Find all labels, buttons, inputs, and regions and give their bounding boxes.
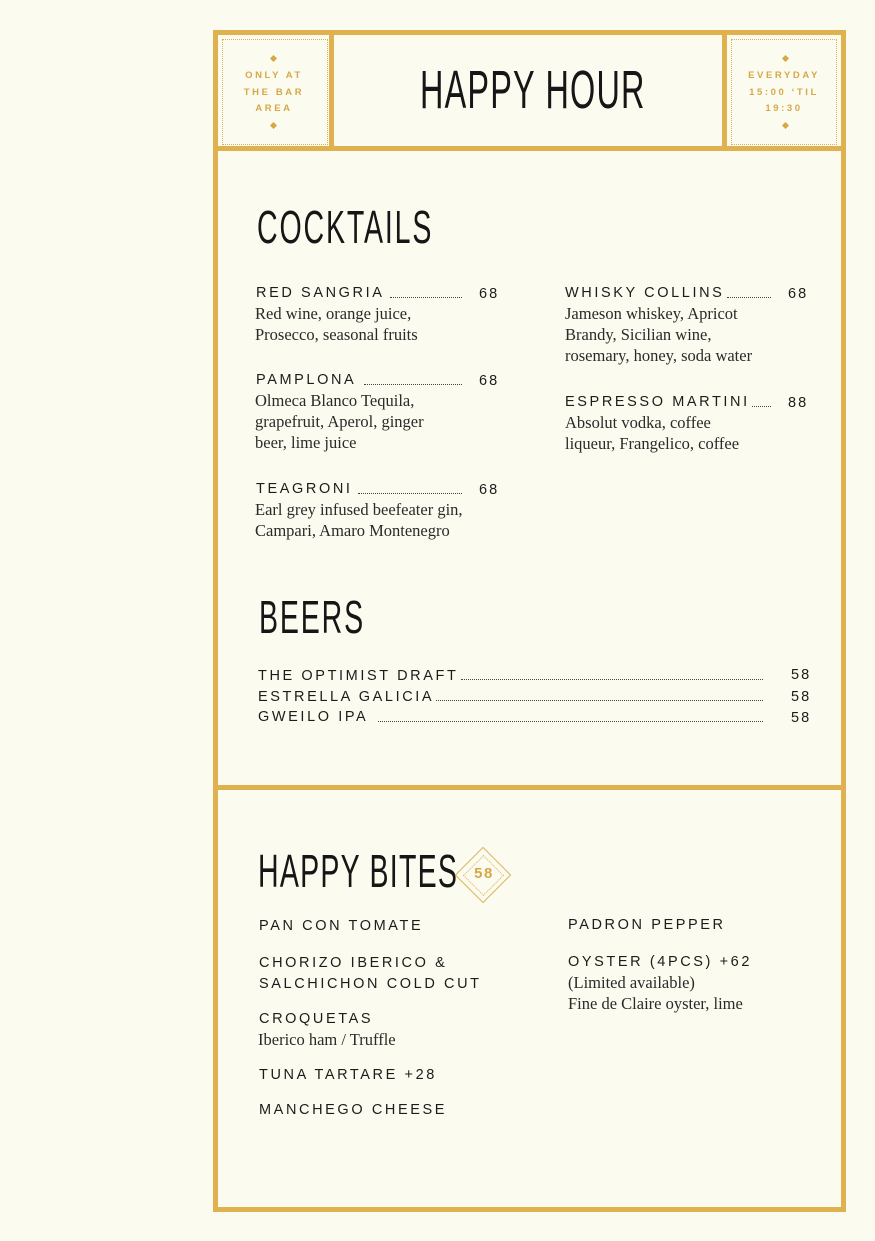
header-left-line-3: AREA (255, 103, 293, 114)
bite-name-line: CHORIZO IBERICO & (259, 955, 448, 971)
item-name: WHISKY COLLINS (565, 285, 725, 301)
beer-price: 58 (791, 710, 812, 726)
bite-description-line: Fine de Claire oyster, lime (568, 994, 743, 1013)
bite-name-line: SALCHICHON COLD CUT (259, 976, 482, 992)
item-description-line: Jameson whiskey, Apricot (565, 304, 738, 323)
bite-name: CROQUETAS (259, 1011, 374, 1027)
item-price: 88 (788, 395, 809, 411)
item-description-line: Prosecco, seasonal fruits (255, 325, 418, 344)
beer-name: ESTRELLA GALICIA (258, 689, 435, 705)
header-left-line-1: ONLY AT (245, 70, 303, 81)
badge-price: 58 (474, 865, 494, 882)
cocktails-title: COCKTAILS (257, 201, 434, 253)
header-left-line-2: THE BAR (243, 86, 305, 98)
item-description-line: Olmeca Blanco Tequila, (255, 391, 415, 410)
page-title: HAPPY HOUR (420, 60, 646, 120)
item-description-line: Campari, Amaro Montenegro (255, 521, 450, 540)
item-price: 68 (788, 286, 809, 302)
header-right-line-2: 15:00 ‘TIL (749, 86, 819, 98)
item-description-line: liqueur, Frangelico, coffee (565, 434, 740, 453)
bite-name: OYSTER (4PCS) +62 (568, 954, 753, 970)
bite-padron-pepper: PADRON PEPPER (568, 917, 726, 933)
item-description-line: Absolut vodka, coffee (565, 413, 711, 432)
item-description-line: grapefruit, Aperol, ginger (255, 412, 424, 431)
beers-title: BEERS (259, 591, 365, 643)
item-price: 68 (479, 373, 500, 389)
bite-description: Iberico ham / Truffle (258, 1030, 396, 1049)
item-name: RED SANGRIA (256, 285, 385, 301)
item-description-line: Earl grey infused beefeater gin, (255, 500, 463, 519)
beer-name: THE OPTIMIST DRAFT (258, 668, 459, 684)
beer-price: 58 (791, 667, 812, 683)
beer-price: 58 (791, 689, 812, 705)
header-right-line-1: EVERYDAY (748, 70, 820, 81)
item-price: 68 (479, 482, 500, 498)
item-description-line: Brandy, Sicilian wine, (565, 325, 712, 344)
header-right-line-3: 19:30 (765, 103, 803, 114)
item-description-line: beer, lime juice (255, 433, 357, 452)
item-name: PAMPLONA (256, 372, 357, 388)
bite-tuna-tartare: TUNA TARTARE +28 (259, 1067, 437, 1083)
beer-name: GWEILO IPA (258, 709, 369, 725)
item-price: 68 (479, 286, 500, 302)
bites-title: HAPPY BITES (258, 845, 459, 897)
item-name: ESPRESSO MARTINI (565, 394, 750, 410)
bite-manchego: MANCHEGO CHEESE (259, 1102, 448, 1118)
bite-description-line: (Limited available) (568, 973, 695, 992)
bite-pan-con-tomate: PAN CON TOMATE (259, 918, 424, 934)
item-description-line: Red wine, orange juice, (255, 304, 412, 323)
item-description-line: rosemary, honey, soda water (565, 346, 753, 365)
item-name: TEAGRONI (256, 481, 353, 497)
